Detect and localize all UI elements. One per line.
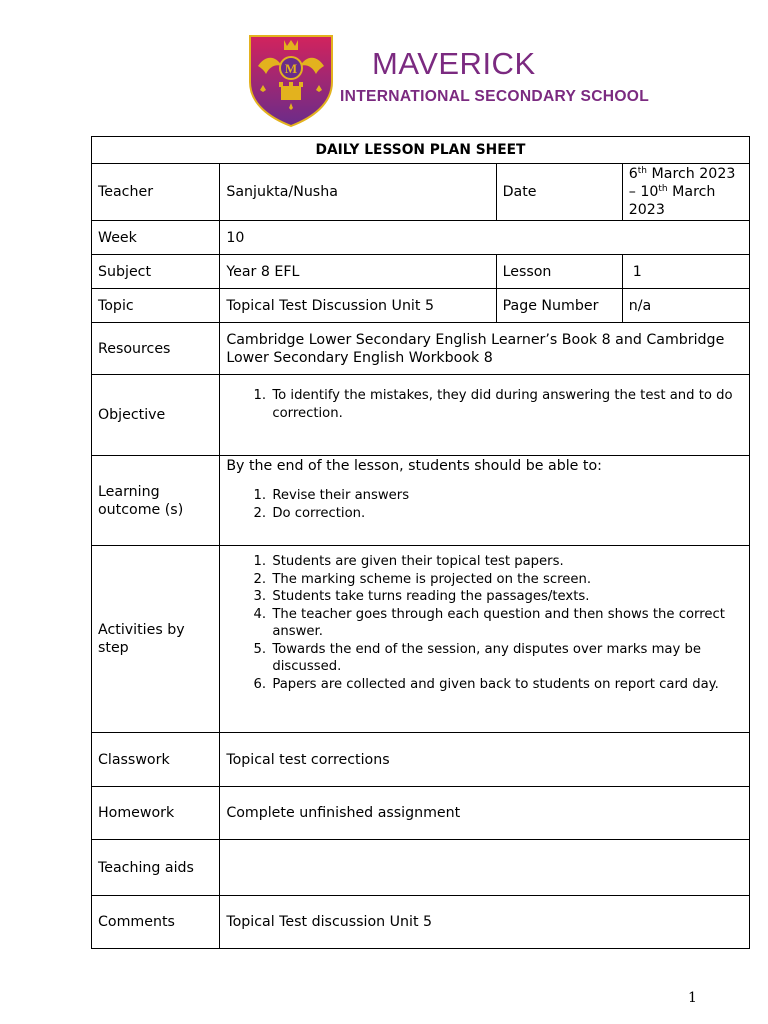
learning-list — [226, 487, 743, 522]
topic-value: Topical Test Discussion Unit 5 — [220, 289, 496, 323]
date-suffix: th — [658, 184, 668, 194]
lesson-plan-table — [91, 136, 750, 949]
date-part: March 2023 – 10 — [628, 166, 736, 200]
learning-label: Learning outcome (s) — [92, 456, 220, 546]
resources-row — [92, 323, 750, 375]
school-logo — [246, 32, 650, 130]
learning-value — [220, 456, 750, 546]
school-name: MAVERICK — [372, 46, 536, 81]
page-number: 1 — [688, 990, 697, 1006]
week-label: Week — [92, 221, 220, 255]
classwork-label: Classwork — [92, 733, 220, 787]
resources-label: Resources — [92, 323, 220, 375]
list-item: 5. Towards the end of the session, any disputes over marks may be discussed. — [270, 641, 743, 676]
classwork-row — [92, 733, 750, 787]
school-crest-icon — [246, 32, 336, 128]
school-subtitle: INTERNATIONAL SECONDARY SCHOOL — [340, 88, 650, 105]
lesson-value: 1 — [622, 255, 749, 289]
subject-value: Year 8 EFL — [220, 255, 496, 289]
activities-row — [92, 546, 750, 733]
objective-value — [220, 375, 750, 456]
list-item: 1. To identify the mistakes, they did during answering the test and to do correction. — [270, 387, 743, 422]
lesson-label: Lesson — [496, 255, 622, 289]
subject-row — [92, 255, 750, 289]
classwork-value: Topical test corrections — [220, 733, 750, 787]
teacher-value: Sanjukta/Nusha — [220, 164, 496, 221]
teaching-aids-value — [220, 840, 750, 896]
list-item: 6. Papers are collected and given back to students on report card day. — [270, 676, 743, 694]
comments-value: Topical Test discussion Unit 5 — [220, 896, 750, 949]
teaching-aids-row — [92, 840, 750, 896]
date-label: Date — [496, 164, 622, 221]
list-item: 4. The teacher goes through each question and then shows the correct answer. — [270, 606, 743, 641]
resources-value: Cambridge Lower Secondary English Learner’s Book 8 and Cambridge Lower Secondary English Workbook 8 — [220, 323, 750, 375]
list-item: 1. Students are given their topical test papers. — [270, 553, 743, 571]
svg-text:M: M — [284, 61, 298, 76]
date-suffix: th — [637, 166, 647, 176]
topic-row — [92, 289, 750, 323]
homework-row — [92, 787, 750, 840]
teaching-aids-label: Teaching aids — [92, 840, 220, 896]
list-item: 2. Do correction. — [270, 505, 743, 523]
page-number-value: n/a — [622, 289, 749, 323]
activities-value — [220, 546, 750, 733]
objective-row — [92, 375, 750, 456]
objective-label: Objective — [92, 375, 220, 456]
homework-value: Complete unfinished assignment — [220, 787, 750, 840]
homework-label: Homework — [92, 787, 220, 840]
title-row — [92, 137, 750, 164]
learning-intro: By the end of the lesson, students should be able to: — [226, 458, 602, 474]
date-value — [622, 164, 749, 221]
week-row — [92, 221, 750, 255]
list-item: 2. The marking scheme is projected on the screen. — [270, 571, 743, 589]
comments-row — [92, 896, 750, 949]
learning-row — [92, 456, 750, 546]
week-value: 10 — [220, 221, 750, 255]
sheet-title: DAILY LESSON PLAN SHEET — [92, 137, 750, 164]
list-item: 3. Students take turns reading the passages/texts. — [270, 588, 743, 606]
activities-label: Activities by step — [92, 546, 220, 733]
page-number-label: Page Number — [496, 289, 622, 323]
activities-list — [226, 553, 743, 693]
teacher-label: Teacher — [92, 164, 220, 221]
date-part: 6 — [628, 166, 638, 182]
objective-list — [226, 387, 743, 422]
date-part: March 2023 — [628, 184, 716, 218]
subject-label: Subject — [92, 255, 220, 289]
list-item: 1. Revise their answers — [270, 487, 743, 505]
comments-label: Comments — [92, 896, 220, 949]
teacher-row — [92, 164, 750, 221]
topic-label: Topic — [92, 289, 220, 323]
